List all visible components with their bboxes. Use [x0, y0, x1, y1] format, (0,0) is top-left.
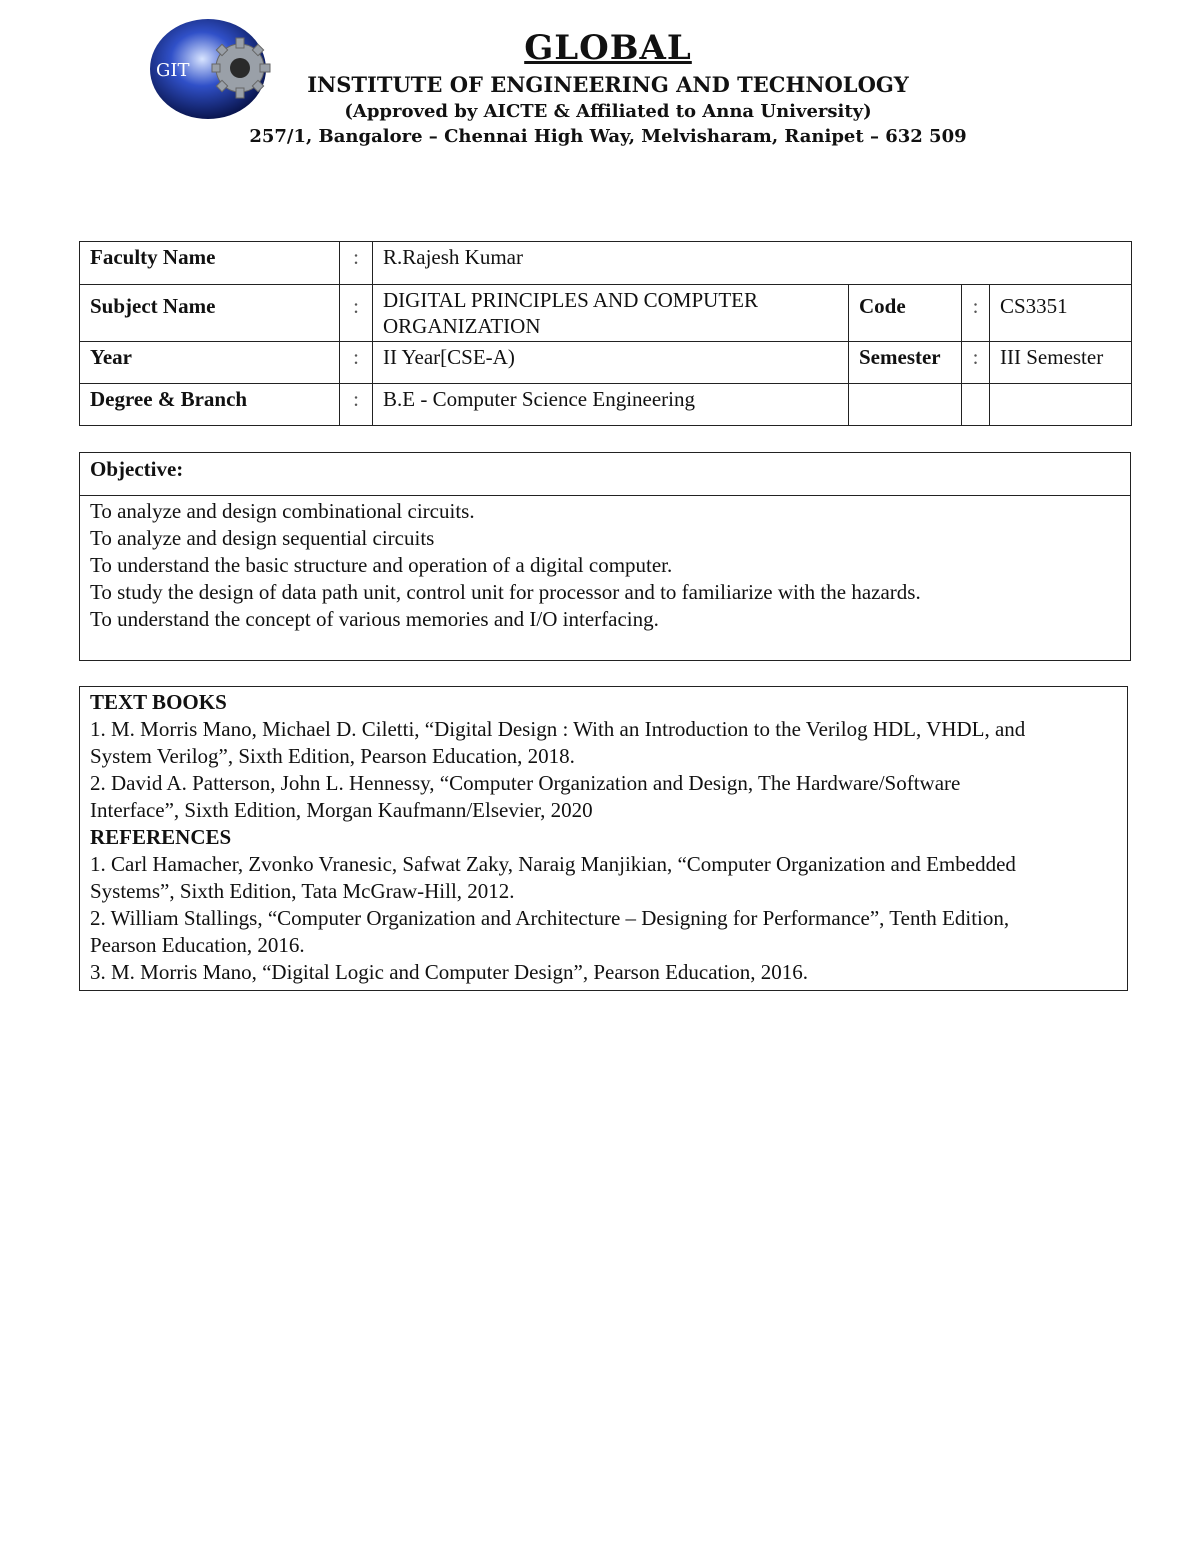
letterhead — [0, 0, 1200, 170]
empty-cell — [990, 384, 1132, 426]
list-item: 1. Carl Hamacher, Zvonko Vranesic, Safwat Zaky, Naraig Manjikian, “Computer Organization and Embedded Systems”, Sixth Edition, Tata McGraw-Hill, 2012. — [90, 852, 1016, 903]
list-item: 3. M. Morris Mano, “Digital Logic and Computer Design”, Pearson Education, 2016. — [90, 960, 808, 984]
list-item: To understand the concept of various memories and I/O interfacing. — [90, 607, 659, 631]
table-row — [80, 285, 1132, 342]
colon: : — [340, 285, 373, 342]
colon: : — [962, 342, 990, 384]
colon: : — [340, 242, 373, 285]
course-info-table — [79, 241, 1132, 426]
year-label: Year — [80, 342, 340, 384]
table-row — [80, 342, 1132, 384]
table-row — [80, 242, 1132, 285]
colon: : — [340, 384, 373, 426]
books-box — [79, 686, 1128, 991]
colon: : — [962, 285, 990, 342]
objective-list — [80, 496, 1130, 635]
list-item: 2. David A. Patterson, John L. Hennessy, “Computer Organization and Design, The Hardware/Software Interface”, Sixth Edition, Morgan Kaufmann/Elsevier, 2020 — [90, 771, 961, 822]
year-value: II Year[CSE-A) — [373, 342, 849, 384]
semester-value: III Semester — [990, 342, 1132, 384]
list-item: 1. M. Morris Mano, Michael D. Ciletti, “Digital Design : With an Introduction to the Verilog HDL, VHDL, and System Verilog”, Sixth Edition, Pearson Education, 2018. — [90, 717, 1026, 768]
list-item: To analyze and design combinational circuits. — [90, 499, 475, 523]
list-item: 2. William Stallings, “Computer Organization and Architecture – Designing for Performance”, Tenth Edition, Pearson Education, 2016. — [90, 906, 1010, 957]
approval-line: (Approved by AICTE & Affiliated to Anna University) — [344, 101, 872, 122]
faculty-label: Faculty Name — [80, 242, 340, 285]
semester-label: Semester — [849, 342, 962, 384]
references-heading: REFERENCES — [90, 825, 232, 849]
logo-text: GIT — [156, 60, 190, 81]
empty-cell — [962, 384, 990, 426]
degree-label: Degree & Branch — [80, 384, 340, 426]
objective-heading: Objective: — [80, 453, 1130, 496]
empty-cell — [849, 384, 962, 426]
address-line: 257/1, Bangalore – Chennai High Way, Melvisharam, Ranipet – 632 509 — [249, 126, 967, 147]
code-label: Code — [849, 285, 962, 342]
degree-value: B.E - Computer Science Engineering — [373, 384, 849, 426]
text-books-heading: TEXT BOOKS — [90, 690, 227, 714]
list-item: To analyze and design sequential circuits — [90, 526, 435, 550]
code-value: CS3351 — [990, 285, 1132, 342]
list-item: To study the design of data path unit, control unit for processor and to familiarize with the hazards. — [90, 580, 921, 604]
list-item: To understand the basic structure and operation of a digital computer. — [90, 553, 673, 577]
college-name: GLOBAL — [524, 28, 692, 68]
colon: : — [340, 342, 373, 384]
table-row — [80, 384, 1132, 426]
subject-value: DIGITAL PRINCIPLES AND COMPUTER ORGANIZATION — [373, 285, 849, 342]
institute-name: INSTITUTE OF ENGINEERING AND TECHNOLOGY — [307, 72, 909, 97]
subject-label: Subject Name — [80, 285, 340, 342]
faculty-value: R.Rajesh Kumar — [373, 242, 1132, 285]
objective-box — [79, 452, 1131, 661]
